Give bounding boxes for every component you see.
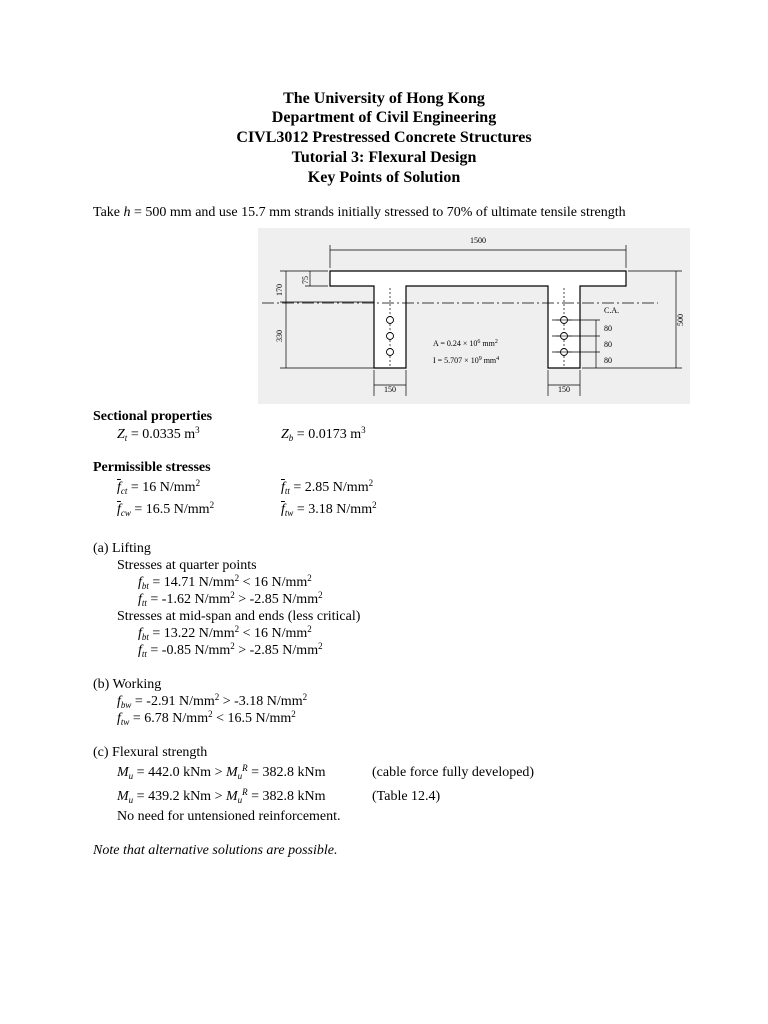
area-label: $A = 0.24 \times 10^6$ $mm^2$ <box>433 339 498 348</box>
working-fbw: $f_{bw} = -2.91$ $N/mm^2 > -3.18$ $N/mm^2$ <box>117 692 308 710</box>
fct-value: $\overline{f}_{ct} = 16$ $N/mm^2$ <box>117 478 201 496</box>
flexural-line-1: $M_u = 442.0$ kNm > $M_u^R = 382.8$ kNm <box>117 763 326 781</box>
dim-150-left: 150 <box>384 385 396 394</box>
permissible-heading: Permissible stresses <box>93 460 211 475</box>
midspan-fbt: $f_{bt} = 13.22$ $N/mm^2 < 16$ $N/mm^2$ <box>138 624 312 642</box>
ftt-value: $\overline{f}_{tt} = 2.85$ $N/mm^2$ <box>281 478 374 496</box>
dim-75: 75 <box>301 276 310 284</box>
spacing-1: 80 <box>604 324 612 333</box>
zt-value: $Z_t = 0.0335$ $m^3$ <box>117 425 200 443</box>
centroid-axis-label: C.A. <box>604 306 620 315</box>
dim-500: 500 <box>676 314 685 326</box>
midspan-text: Stresses at mid-span and ends (less critical) <box>117 609 361 624</box>
department-name: Department of Civil Engineering <box>271 109 497 126</box>
inertia-label: $I = 5.707 \times 10^9$ $mm^4$ <box>433 356 500 365</box>
fcw-value: $\overline{f}_{cw} = 16.5$ $N/mm^2$ <box>117 500 215 518</box>
spacing-3: 80 <box>604 356 612 365</box>
flexural-conclusion: No need for untensioned reinforcement. <box>117 809 341 824</box>
course-title: CIVL3012 Prestressed Concrete Structures <box>236 129 532 146</box>
section-figure <box>258 228 690 404</box>
university-name: The University of Hong Kong <box>283 90 485 107</box>
closing-note: Note that alternative solutions are possible. <box>93 843 338 858</box>
zb-value: $Z_b = 0.0173$ $m^3$ <box>281 425 366 443</box>
flexural-note-1: (cable force fully developed) <box>372 765 535 780</box>
working-ftw: $f_{tw} = 6.78$ $N/mm^2 < 16.5$ $N/mm^2$ <box>117 709 296 727</box>
tutorial-title: Tutorial 3: Flexural Design <box>291 149 477 166</box>
lifting-label: (a) Lifting <box>93 541 151 556</box>
midspan-ftt: $f_{tt} = -0.85$ $N/mm^2 > -2.85$ $N/mm^2$ <box>138 641 323 659</box>
flexural-label: (c) Flexural strength <box>93 745 208 760</box>
quarter-fbt: $f_{bt} = 14.71$ $N/mm^2 < 16$ $N/mm^2$ <box>138 573 312 591</box>
flexural-note-2: (Table 12.4) <box>372 789 441 804</box>
flexural-line-2: $M_u = 439.2$ kNm > $M_u^R = 382.8$ kNm <box>117 787 326 805</box>
dim-330: 330 <box>275 330 284 342</box>
working-label: (b) Working <box>93 677 162 692</box>
dim-150-right: 150 <box>558 385 570 394</box>
dim-170: 170 <box>275 284 284 296</box>
intro-text: Take h = 500 mm and use 15.7 mm strands initially stressed to 70% of ultimate tensile strength <box>93 205 626 220</box>
quarter-points-text: Stresses at quarter points <box>117 558 257 573</box>
sectional-heading: Sectional properties <box>93 409 213 424</box>
dim-1500: 1500 <box>470 236 486 245</box>
quarter-ftt: $f_{tt} = -1.62$ $N/mm^2 > -2.85$ $N/mm^2$ <box>138 590 323 608</box>
spacing-2: 80 <box>604 340 612 349</box>
solution-subtitle: Key Points of Solution <box>307 169 461 186</box>
ftw-value: $\overline{f}_{tw} = 3.18$ $N/mm^2$ <box>281 500 377 518</box>
